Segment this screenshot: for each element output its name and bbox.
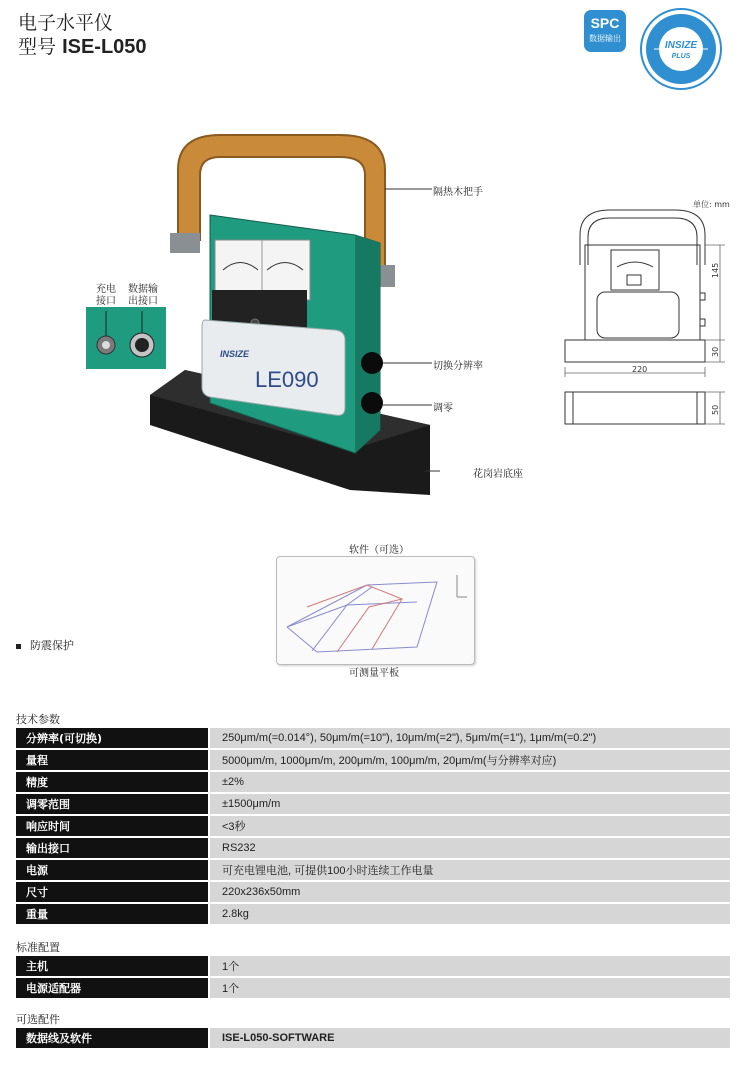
accessory-key: 数据线及软件 <box>16 1028 209 1049</box>
spc-badge-title: SPC <box>590 15 620 31</box>
table-row <box>16 859 730 881</box>
spec-value: 220x236x50mm <box>209 881 730 903</box>
spec-value: 2.8kg <box>209 903 730 925</box>
switch-resolution-label: 切换分辨率 <box>433 361 483 372</box>
table-row <box>16 815 730 837</box>
svg-text:INSIZE: INSIZE <box>220 349 250 359</box>
granite-base-label: 花岗岩底座 <box>473 469 523 480</box>
spec-value: ±1500μm/m <box>209 793 730 815</box>
dim-height-base: 30 <box>711 346 720 357</box>
spec-key: 调零范围 <box>16 793 209 815</box>
spc-badge <box>584 10 626 52</box>
svg-text:PLUS: PLUS <box>671 53 691 60</box>
spec-value: RS232 <box>209 837 730 859</box>
table-row <box>16 881 730 903</box>
optional-accessories-title: 可选配件 <box>16 1013 60 1026</box>
optional-accessories-table <box>16 1028 730 1050</box>
accessory-value: ISE-L050-SOFTWARE <box>209 1028 730 1049</box>
spec-value: ±2% <box>209 771 730 793</box>
product-title: 电子水平仪 <box>18 12 114 34</box>
dimension-drawing <box>555 205 735 430</box>
table-row <box>16 837 730 859</box>
electronic-level-illustration <box>140 125 440 510</box>
tech-specs-title: 技术参数 <box>16 713 60 726</box>
dim-height-body: 145 <box>711 262 720 278</box>
spec-key: 尺寸 <box>16 881 209 903</box>
model-line <box>18 32 147 59</box>
spec-key: 输出接口 <box>16 837 209 859</box>
svg-text:LE090: LE090 <box>255 367 319 392</box>
model-prefix: 型号 <box>18 36 57 58</box>
spec-key: 精度 <box>16 771 209 793</box>
spec-value: 5000μm/m, 1000μm/m, 200μm/m, 100μm/m, 20μm/m(与分辨率对应) <box>209 749 730 771</box>
bullet-square <box>16 644 21 649</box>
table-row <box>16 749 730 771</box>
spec-key: 量程 <box>16 749 209 771</box>
config-key: 主机 <box>16 956 209 977</box>
svg-text:INSIZE: INSIZE <box>664 40 698 51</box>
handle-label: 隔热木把手 <box>433 187 483 198</box>
spec-key: 重量 <box>16 903 209 925</box>
config-value: 1个 <box>209 956 730 977</box>
tech-specs-table <box>16 728 730 926</box>
data-port-label: 数据输 出接口 <box>128 284 158 307</box>
table-row <box>16 977 730 999</box>
software-diagram-frame <box>276 556 475 665</box>
spec-key: 分辨率(可切换) <box>16 728 209 749</box>
dim-width: 220 <box>632 365 648 374</box>
spec-value: <3秒 <box>209 815 730 837</box>
zero-adjust-label: 调零 <box>433 403 453 414</box>
table-row <box>16 728 730 749</box>
model-code: ISE-L050 <box>62 36 147 58</box>
table-row <box>16 771 730 793</box>
charge-port-label: 充电 接口 <box>96 284 116 307</box>
port-closeup <box>86 307 166 369</box>
software-caption: 可测量平板 <box>349 668 399 679</box>
standard-config-title: 标准配置 <box>16 941 60 954</box>
table-row <box>16 793 730 815</box>
spec-value: 可充电锂电池, 可提供100小时连续工作电量 <box>209 859 730 881</box>
unit-note: 单位: mm <box>693 200 730 209</box>
config-value: 1个 <box>209 977 730 999</box>
surface-plate-wireframe <box>277 557 474 664</box>
standard-config-table <box>16 956 730 1000</box>
table-row <box>16 903 730 925</box>
software-title: 软件（可选） <box>349 545 409 556</box>
spec-key: 电源 <box>16 859 209 881</box>
insize-plus-logo <box>640 8 722 90</box>
feature-shockproof: 防震保护 <box>16 637 74 653</box>
table-row <box>16 1028 730 1049</box>
dim-depth: 50 <box>711 404 720 415</box>
spc-badge-subtitle: 数据输出 <box>589 34 621 43</box>
config-key: 电源适配器 <box>16 977 209 999</box>
table-row <box>16 956 730 977</box>
spec-value: 250μm/m(=0.014°), 50μm/m(=10"), 10μm/m(=2"), 5μm/m(=1"), 1μm/m(=0.2") <box>209 728 730 749</box>
spec-key: 响应时间 <box>16 815 209 837</box>
